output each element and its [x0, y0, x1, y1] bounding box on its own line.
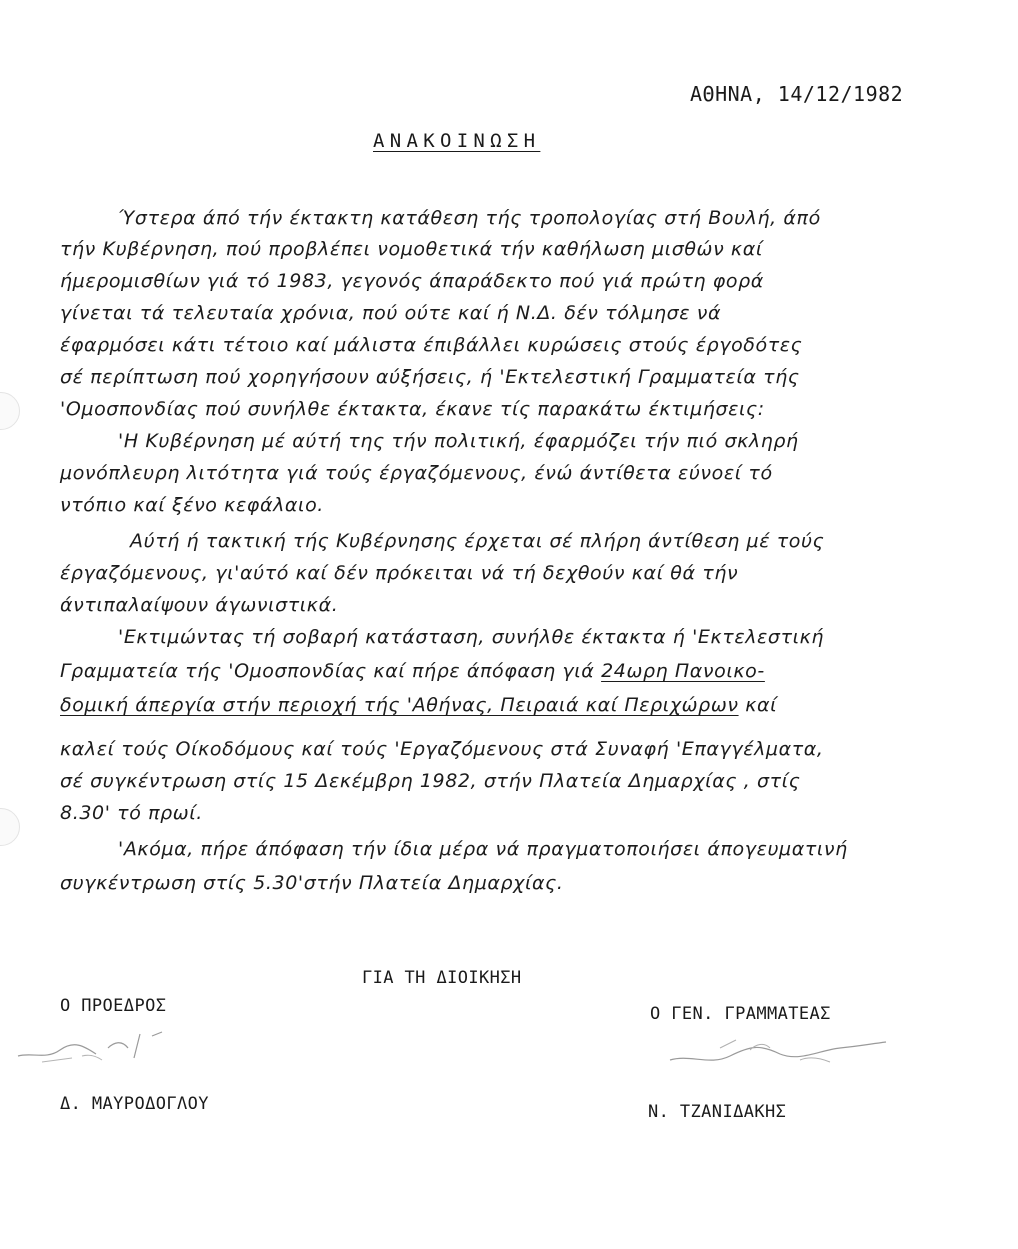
body-line [60, 694, 777, 716]
strike-announcement-underlined: 24ωρη Πανοικο- [601, 660, 765, 682]
body-line: σέ συγκέντρωση στίς 15 Δεκέμβρη 1982, στήν Πλατεία Δημαρχίας , στίς [60, 770, 801, 792]
document-date: ΑΘΗΝΑ, 14/12/1982 [690, 82, 904, 106]
secretary-name: Ν. ΤΖΑΝΙΔΑΚΗΣ [648, 1102, 787, 1122]
body-line: τήν Κυβέρνηση, πού προβλέπει νομοθετικά τήν καθήλωση μισθών καί [60, 238, 763, 260]
body-line-text: Γραμματεία τής 'Ομοσπονδίας καί πήρε άπόφαση γιά [60, 660, 602, 682]
body-line: Ύστερα άπό τήν έκτακτη κατάθεση τής τροπολογίας στή Βουλή, άπό [118, 207, 821, 229]
body-line: έφαρμόσει κάτι τέτοιο καί μάλιστα έπιβάλλει κυρώσεις στούς έργοδότες [60, 334, 803, 356]
body-line: 'Ομοσπονδίας πού συνήλθε έκτακτα, έκανε τίς παρακάτω έκτιμήσεις: [60, 398, 765, 420]
body-line [60, 660, 765, 682]
president-role: Ο ΠΡΟΕΔΡΟΣ [60, 996, 167, 1016]
document-title: ΑΝΑΚΟΙΝΩΣΗ [373, 130, 541, 152]
body-line: καλεί τούς Οίκοδόμους καί τούς 'Εργαζόμενους στά Συναφή 'Επαγγέλματα, [60, 738, 824, 760]
body-line: 'Ακόμα, πήρε άπόφαση τήν ίδια μέρα νά πραγματοποιήσει άπογευματινή [118, 838, 848, 860]
secretary-signature [660, 1030, 900, 1078]
body-line: συγκέντρωση στίς 5.30'στήν Πλατεία Δημαρχίας. [60, 872, 564, 894]
body-line-text: καί [738, 694, 778, 716]
president-name: Δ. ΜΑΥΡΟΔΟΓΛΟΥ [60, 1094, 209, 1114]
body-line: ντόπιο καί ξένο κεφάλαιο. [60, 494, 324, 516]
signature-heading: ΓΙΑ ΤΗ ΔΙΟΙΚΗΣΗ [362, 968, 522, 988]
body-line: άντιπαλαίψουν άγωνιστικά. [60, 594, 339, 616]
body-line: σέ περίπτωση πού χορηγήσουν αύξήσεις, ή 'Εκτελεστική Γραμματεία τής [60, 366, 800, 388]
body-line: 'Εκτιμώντας τή σοβαρή κατάσταση, συνήλθε έκτακτα ή 'Εκτελεστική [118, 626, 825, 648]
president-signature [12, 1026, 182, 1072]
body-line: μονόπλευρη λιτότητα γιά τούς έργαζόμενους, ένώ άντίθετα εύνοεί τό [60, 462, 773, 484]
punch-hole-mark [0, 808, 20, 846]
body-line: Αύτή ή τακτική τής Κυβέρνησης έρχεται σέ πλήρη άντίθεση μέ τούς [130, 530, 825, 552]
punch-hole-mark [0, 392, 20, 430]
body-line: ήμερομισθίων γιά τό 1983, γεγονός άπαράδεκτο πού γιά πρώτη φορά [60, 270, 764, 292]
body-line: έργαζόμενους, γι'αύτό καί δέν πρόκειται νά τή δεχθούν καί θά τήν [60, 562, 739, 584]
body-line: 8.30' τό πρωί. [60, 802, 203, 824]
secretary-role: Ο ΓΕΝ. ΓΡΑΜΜΑΤΕΑΣ [650, 1004, 831, 1024]
strike-location-underlined: δομική άπεργία στήν περιοχή τής 'Αθήνας, Πειραιά καί Περιχώρων [60, 694, 739, 716]
body-line: 'Η Κυβέρνηση μέ αύτή της τήν πολιτική, έφαρμόζει τήν πιό σκληρή [118, 430, 799, 452]
body-line: γίνεται τά τελευταία χρόνια, πού ούτε καί ή Ν.Δ. δέν τόλμησε νά [60, 302, 722, 324]
